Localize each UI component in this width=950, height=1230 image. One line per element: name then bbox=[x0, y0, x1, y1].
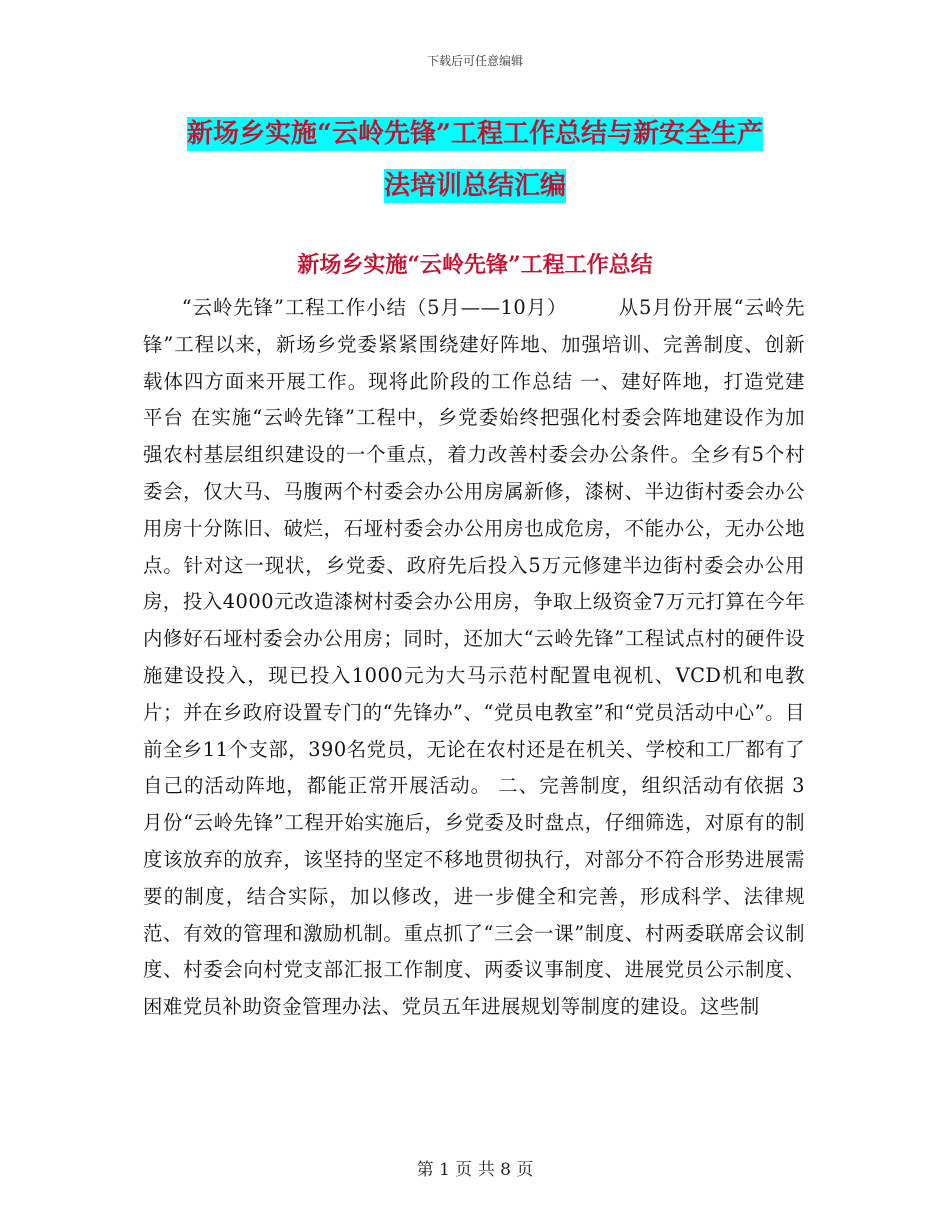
document-title bbox=[0, 108, 950, 212]
page-header-note: 下载后可任意编辑 bbox=[426, 54, 523, 68]
body-paragraph: “云岭先锋”工程工作小结（5月——10月） 从5月份开展“云岭先锋”工程以来，新场乡党委紧紧围绕建好阵地、加强培训、完善制度、创新载体四方面来开展工作。现将此阶段的工作总结 一、建好阵地，打造党建平台 在实施“云岭先锋”工程中，乡党委始终把强化村委会阵地建设作为加强农村基层组织建设的一个重点，着力改善村委会办公条件。全乡有5个村委会，仅大马、马腹两个村委会办公用房属新修，漆树、半边街村委会办公用房十分陈旧、破烂，石垭村委会办公用房也成危房，不能办公，无办公地点。针对这一现状，乡党委、政府先后投入5万元修建半边街村委会办公用房，投入4000元改造漆树村委会办公用房，争取上级资金7万元打算在今年内修好石垭村委会办公用房；同时，还加大“云岭先锋”工程试点村的硬件设施建设投入，现已投入1000元为大马示范村配置电视机、VCD机和电教片；并在乡政府设置专门的“先锋办”、“党员电教室”和“党员活动中心”。目前全乡11个支部，390名党员，无论在农村还是在机关、学校和工厂都有了自己的活动阵地，都能正常开展活动。 二、完善制度，组织活动有依据 3月份“云岭先锋”工程开始实施后，乡党委及时盘点，仔细筛选，对原有的制度该放弃的放弃，该坚持的坚定不移地贯彻执行，对部分不符合形势进展需要的制度，结合实际，加以修改，进一步健全和完善，形成科学、法律规范、有效的管理和激励机制。重点抓了“三会一课”制度、村两委联席会议制度、村委会向村党支部汇报工作制度、两委议事制度、进展党员公示制度、困难党员补助资金管理办法、党员五年进展规划等制度的建设。这些制 bbox=[143, 296, 805, 1019]
page-footer: 第 1 页 共 8 页 bbox=[416, 1160, 534, 1180]
document-title-line-1: 新场乡实施“云岭先锋”工程工作总结与新安全生产 bbox=[187, 119, 763, 149]
section-title: 新场乡实施“云岭先锋”工程工作总结 bbox=[297, 252, 653, 278]
document-title-line-2: 法培训总结汇编 bbox=[383, 171, 566, 201]
